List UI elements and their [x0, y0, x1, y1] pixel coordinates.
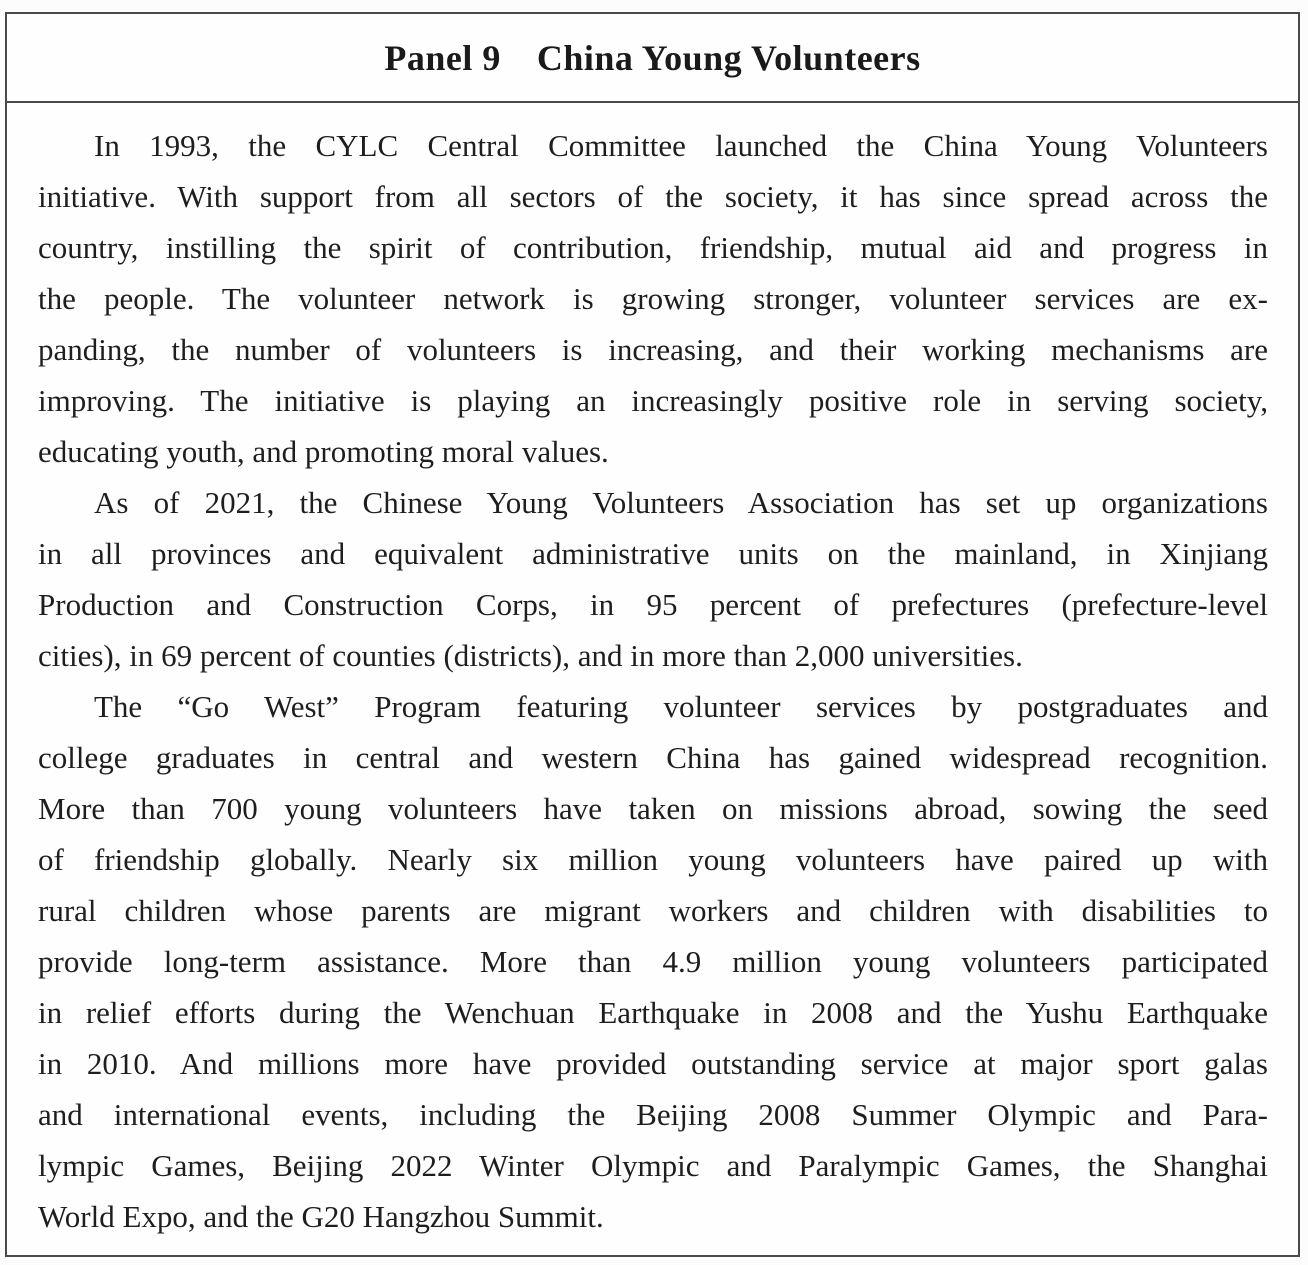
text-line: of friendship globally. Nearly six million young volunteers have paired up with — [38, 842, 1268, 877]
panel-number-label: Panel 9 — [384, 37, 501, 78]
text-line: Production and Construction Corps, in 95 percent of prefectures (prefecture-level — [38, 587, 1268, 622]
text-line: panding, the number of volunteers is increasing, and their working mechanisms are — [38, 332, 1268, 367]
text-line: provide long-term assistance. More than 4.9 million young volunteers participated — [38, 944, 1268, 979]
text-line: in relief efforts during the Wenchuan Earthquake in 2008 and the Yushu Earthquake — [38, 995, 1268, 1030]
text-line: educating youth, and promoting moral values. — [38, 434, 609, 469]
panel-body — [7, 103, 1298, 1242]
text-line: in 2010. And millions more have provided outstanding service at major sport galas — [38, 1046, 1268, 1081]
panel-box — [5, 12, 1300, 1257]
paragraph — [38, 477, 1268, 681]
paragraph — [38, 681, 1268, 1242]
panel-title: China Young Volunteers — [536, 37, 921, 78]
text-line: college graduates in central and western China has gained widespread recognition. — [38, 740, 1268, 775]
text-line: As of 2021, the Chinese Young Volunteers Association has set up organizations — [94, 485, 1268, 520]
text-line: rural children whose parents are migrant workers and children with disabilities to — [38, 893, 1268, 928]
text-line: in all provinces and equivalent administrative units on the mainland, in Xinjiang — [38, 536, 1268, 571]
text-line: lympic Games, Beijing 2022 Winter Olympic and Paralympic Games, the Shanghai — [38, 1148, 1268, 1183]
text-line: The “Go West” Program featuring volunteer services by postgraduates and — [94, 689, 1268, 724]
text-line: and international events, including the Beijing 2008 Summer Olympic and Para- — [38, 1097, 1268, 1132]
text-line: cities), in 69 percent of counties (districts), and in more than 2,000 universities. — [38, 638, 1023, 673]
text-line: In 1993, the CYLC Central Committee launched the China Young Volunteers — [94, 128, 1268, 163]
panel-header — [7, 14, 1298, 103]
text-line: initiative. With support from all sectors of the society, it has since spread across the — [38, 179, 1268, 214]
text-line: country, instilling the spirit of contribution, friendship, mutual aid and progress in — [38, 230, 1268, 265]
paragraph — [38, 120, 1268, 477]
text-line: World Expo, and the G20 Hangzhou Summit. — [38, 1199, 604, 1234]
text-line: the people. The volunteer network is growing stronger, volunteer services are ex- — [38, 281, 1268, 316]
text-line: More than 700 young volunteers have taken on missions abroad, sowing the seed — [38, 791, 1268, 826]
text-line: improving. The initiative is playing an increasingly positive role in serving society, — [38, 383, 1268, 418]
